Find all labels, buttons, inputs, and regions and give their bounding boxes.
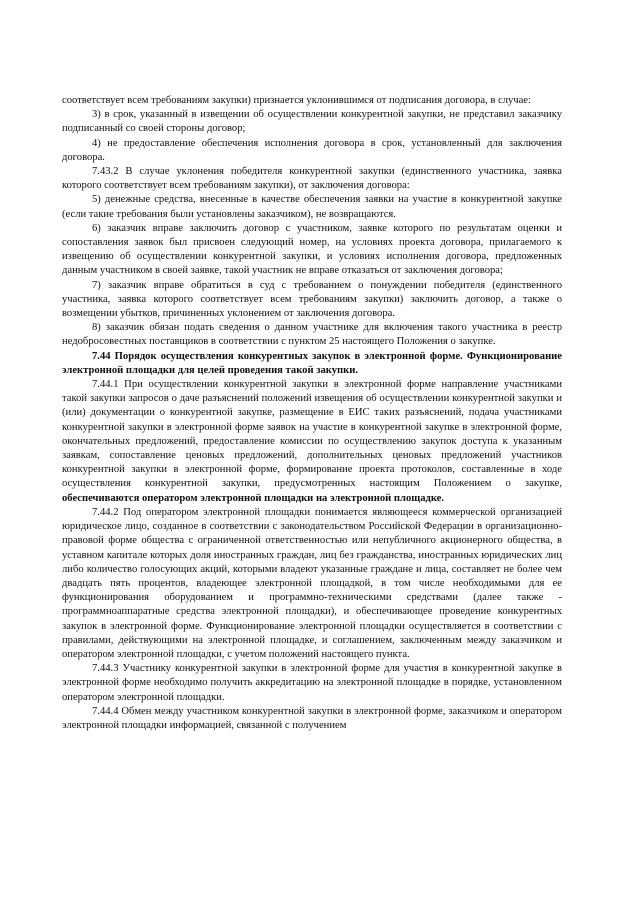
paragraph-item-8: 8) заказчик обязан подать сведения о данном участнике для включения такого участника в реестр недобросовестных поставщиков в соответствии с пунктом 25 настоящего Положения о закупке.: [62, 322, 562, 348]
paragraph-continuation: соответствует всем требованиям закупки) признается уклонившимся от подписания договора, в случае:: [62, 95, 531, 106]
paragraph-7-44-1-bold: обеспечиваются оператором электронной площадки на электронной площадке.: [62, 492, 445, 504]
paragraph-7-44-1: [62, 378, 562, 506]
paragraph-item-4: 4) не предоставление обеспечения исполнения договора в срок, установленный для заключения договора.: [62, 137, 562, 163]
paragraph-7-44-1-text: 7.44.1 При осуществлении конкурентной закупки в электронной форме направление участниками такой закупки запросов о даче разъяснений положений извещения об осуществлении конкурентной закупки и (или) документации о конкурентной закупке, размещение в ЕИС таких разъяснений, подача участниками конкурентной закупки в электронной форме заявок на участие в конкурентной закупке в электронной форме, окончательных предложений, предоставление комиссии по осуществлению закупок доступа к указанным заявкам, сопоставление ценовых предложений, дополнительных ценовых предложений участников конкурентной закупки в электронной форме, формирование проекта протоколов, составленные в ходе осуществления конкурентной закупки, предусмотренных настоящим Положением о закупке,: [62, 379, 562, 490]
paragraph-7-44-3: 7.44.3 Участнику конкурентной закупки в электронной форме для участия в конкурентной закупке в электронной форме необходимо получить аккредитацию на электронной площадке в порядке, установленном оператором электронной площадки.: [62, 663, 562, 703]
paragraph-item-5: 5) денежные средства, внесенные в качестве обеспечения заявки на участие в конкурентной закупке (если такие требования были установлены заказчиком), не возвращаются.: [62, 194, 562, 220]
paragraph-item-7: 7) заказчик вправе обратиться в суд с требованием о понуждении победителя (единственного участника, заявка которого соответствует всем требованиям закупки) заключить договор, а также о возмещении убытков, причиненных уклонением от заключения договора.: [62, 279, 562, 320]
paragraph-7-44-2: 7.44.2 Под оператором электронной площадки понимается являющееся коммерческой организацией юридическое лицо, созданное в соответствии с законодательством Российской Федерации в организационно-правовой форме общества с ограниченной ответственностью или непубличного акционерного общества, в уставном капитале которых доля иностранных граждан, лиц без гражданства, иностранных юридических лиц либо количество голосующих акций, которыми владеют указанные граждане и лица, составляет не более чем двадцать пять процентов, владеющее электронной площадкой, в том числе необходимыми для ее функционирования оборудованием и программно-техническими средствами (далее также - программноаппаратные средства электронной площадки), и обеспечивающее проведение конкурентных закупок в электронной форме. Функционирование электронной площадки осуществляется в соответствии с правилами, действующими на электронной площадке, и соглашением, заключенным между заказчиком и оператором электронной площадки, с учетом положений настоящего пункта.: [62, 506, 562, 660]
paragraph-item-6: 6) заказчик вправе заключить договор с участником, заявке которого по результатам оценки и сопоставления заявок был присвоен следующий номер, на условиях проекта договора, прилагаемого к извещению об осуществлении конкурентной закупки, и условиях исполнения договора, предложенных данным участником в своей заявке, такой участник не вправе отказаться от заключения договора;: [62, 222, 562, 277]
paragraph-7-43-2: 7.43.2 В случае уклонения победителя конкурентной закупки (единственного участника, заявка которого соответствует всем требованиям закупки), от заключения договора:: [62, 166, 562, 192]
paragraph-item-3: 3) в срок, указанный в извещении об осуществлении конкурентной закупки, не представил заказчику подписанный со своей стороны договор;: [62, 109, 562, 135]
paragraph-7-44-4: 7.44.4 Обмен между участником конкурентной закупки в электронной форме, заказчиком и оператором электронной площадки информацией, связанной с получением: [62, 705, 562, 731]
section-heading-7-44: 7.44 Порядок осуществления конкурентных закупок в электронной форме. Функционирование электронной площадки для целей проведения такой закупки.: [62, 350, 562, 376]
document-page: [62, 94, 562, 733]
